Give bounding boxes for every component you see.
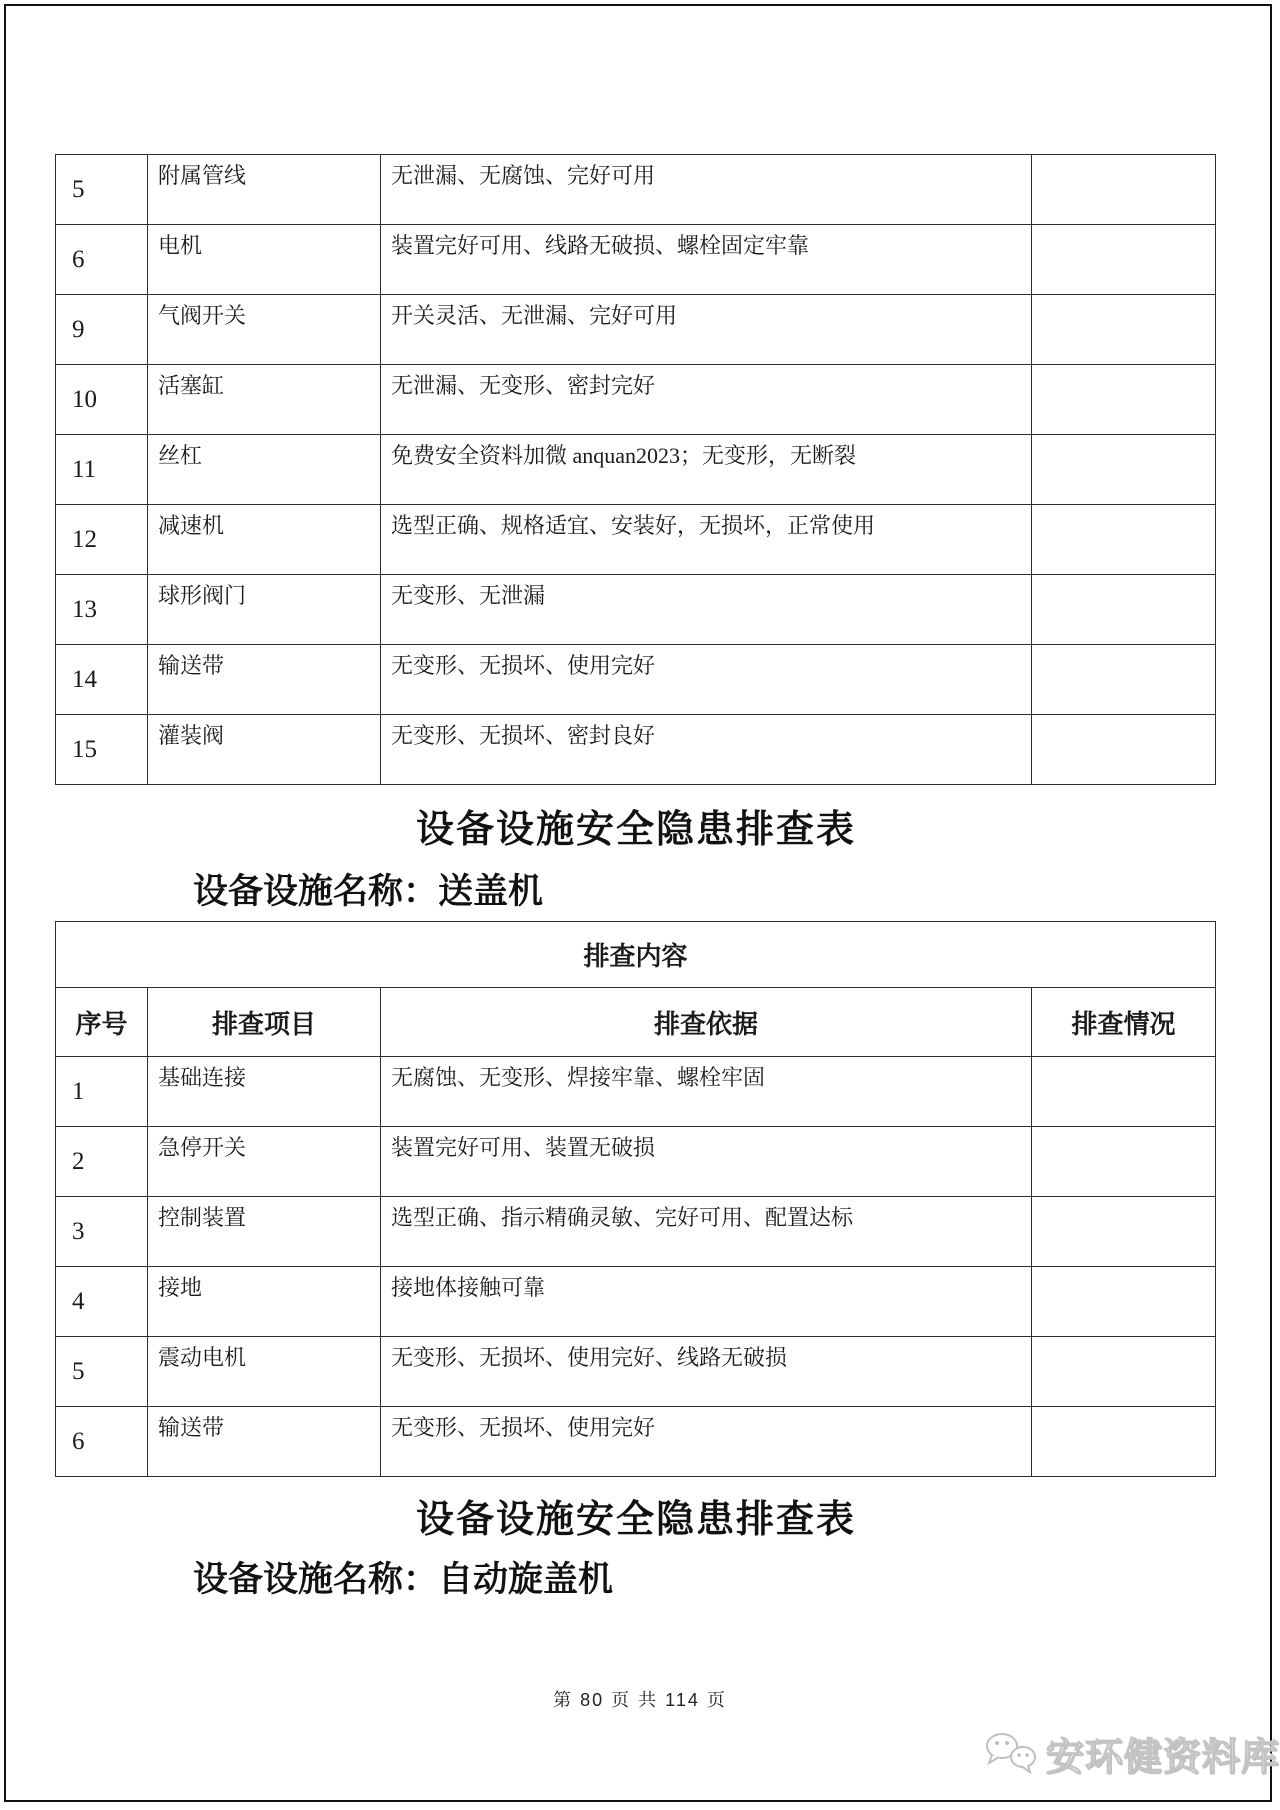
cell-basis: 无变形、无损坏、密封良好 bbox=[381, 715, 1032, 785]
cell-basis: 装置完好可用、线路无破损、螺栓固定牢靠 bbox=[381, 225, 1032, 295]
cell-no: 15 bbox=[56, 715, 148, 785]
cell-status bbox=[1032, 435, 1216, 505]
section-title: 设备设施安全隐患排查表 bbox=[415, 809, 856, 851]
cell-item: 活塞缸 bbox=[148, 365, 381, 435]
cell-basis: 无泄漏、无腐蚀、完好可用 bbox=[381, 155, 1032, 225]
equipment-name-line: 设备设施名称：自动旋盖机 bbox=[193, 1560, 614, 1599]
cell-basis: 无腐蚀、无变形、焊接牢靠、螺栓牢固 bbox=[381, 1057, 1032, 1127]
cell-status bbox=[1032, 1267, 1216, 1337]
header-no: 序号 bbox=[56, 988, 148, 1057]
cell-status bbox=[1032, 1057, 1216, 1127]
cell-no: 9 bbox=[56, 295, 148, 365]
watermark-text: 安环健资料库 bbox=[1046, 1737, 1280, 1779]
cell-no: 6 bbox=[56, 1407, 148, 1477]
page-number: 第 80 页 共 114 页 bbox=[553, 1690, 727, 1710]
cell-no: 5 bbox=[56, 155, 148, 225]
cell-item: 电机 bbox=[148, 225, 381, 295]
cell-basis: 无泄漏、无变形、密封完好 bbox=[381, 365, 1032, 435]
table-row bbox=[56, 1197, 1216, 1267]
table-body bbox=[56, 155, 1216, 785]
table-row bbox=[56, 505, 1216, 575]
equipment-name-line: 设备设施名称：送盖机 bbox=[193, 872, 544, 911]
cell-status bbox=[1032, 1127, 1216, 1197]
cell-status bbox=[1032, 715, 1216, 785]
table-row bbox=[56, 1127, 1216, 1197]
table-row bbox=[56, 715, 1216, 785]
table-row bbox=[56, 1407, 1216, 1477]
cell-no: 10 bbox=[56, 365, 148, 435]
cell-no: 13 bbox=[56, 575, 148, 645]
cell-basis: 无变形、无损坏、使用完好、线路无破损 bbox=[381, 1337, 1032, 1407]
section-title: 设备设施安全隐患排查表 bbox=[415, 1499, 856, 1541]
cell-item: 控制装置 bbox=[148, 1197, 381, 1267]
cell-no: 6 bbox=[56, 225, 148, 295]
table-body bbox=[56, 1057, 1216, 1477]
table-row bbox=[56, 365, 1216, 435]
cell-basis: 装置完好可用、装置无破损 bbox=[381, 1127, 1032, 1197]
inspection-table-continuation bbox=[55, 154, 1216, 785]
cell-no: 3 bbox=[56, 1197, 148, 1267]
cell-basis: 接地体接触可靠 bbox=[381, 1267, 1032, 1337]
header-basis: 排查依据 bbox=[381, 988, 1032, 1057]
chat-bubbles-icon bbox=[982, 1730, 1040, 1778]
cell-status bbox=[1032, 575, 1216, 645]
table-row bbox=[56, 1337, 1216, 1407]
table-row bbox=[56, 295, 1216, 365]
cell-status bbox=[1032, 155, 1216, 225]
banner-row bbox=[56, 922, 1216, 988]
table-row bbox=[56, 575, 1216, 645]
cell-basis: 开关灵活、无泄漏、完好可用 bbox=[381, 295, 1032, 365]
cell-no: 11 bbox=[56, 435, 148, 505]
banner-cell: 排查内容 bbox=[56, 922, 1216, 988]
cell-basis: 选型正确、指示精确灵敏、完好可用、配置达标 bbox=[381, 1197, 1032, 1267]
table-row bbox=[56, 1267, 1216, 1337]
cell-no: 5 bbox=[56, 1337, 148, 1407]
cell-basis: 无变形、无损坏、使用完好 bbox=[381, 645, 1032, 715]
cell-status bbox=[1032, 225, 1216, 295]
cell-status bbox=[1032, 645, 1216, 715]
cell-item: 减速机 bbox=[148, 505, 381, 575]
cell-basis: 免费安全资料加微 anquan2023；无变形，无断裂 bbox=[381, 435, 1032, 505]
cell-no: 4 bbox=[56, 1267, 148, 1337]
table-row bbox=[56, 435, 1216, 505]
cell-no: 2 bbox=[56, 1127, 148, 1197]
cell-status bbox=[1032, 505, 1216, 575]
cell-item: 震动电机 bbox=[148, 1337, 381, 1407]
cell-item: 输送带 bbox=[148, 1407, 381, 1477]
cell-item: 气阀开关 bbox=[148, 295, 381, 365]
cell-basis: 无变形、无损坏、使用完好 bbox=[381, 1407, 1032, 1477]
cell-item: 接地 bbox=[148, 1267, 381, 1337]
cell-item: 基础连接 bbox=[148, 1057, 381, 1127]
header-status: 排查情况 bbox=[1032, 988, 1216, 1057]
table-row bbox=[56, 1057, 1216, 1127]
cell-status bbox=[1032, 295, 1216, 365]
cell-item: 丝杠 bbox=[148, 435, 381, 505]
table-row bbox=[56, 645, 1216, 715]
header-item: 排查项目 bbox=[148, 988, 381, 1057]
cell-item: 球形阀门 bbox=[148, 575, 381, 645]
table-row bbox=[56, 225, 1216, 295]
inspection-table-songgaiji bbox=[55, 921, 1216, 1477]
cell-no: 1 bbox=[56, 1057, 148, 1127]
cell-status bbox=[1032, 1407, 1216, 1477]
table-head bbox=[56, 922, 1216, 1057]
cell-item: 急停开关 bbox=[148, 1127, 381, 1197]
cell-basis: 选型正确、规格适宜、安装好，无损坏，正常使用 bbox=[381, 505, 1032, 575]
cell-no: 14 bbox=[56, 645, 148, 715]
cell-status bbox=[1032, 365, 1216, 435]
cell-basis: 无变形、无泄漏 bbox=[381, 575, 1032, 645]
cell-item: 灌装阀 bbox=[148, 715, 381, 785]
cell-no: 12 bbox=[56, 505, 148, 575]
header-row bbox=[56, 988, 1216, 1057]
table-row bbox=[56, 155, 1216, 225]
cell-status bbox=[1032, 1337, 1216, 1407]
cell-item: 附属管线 bbox=[148, 155, 381, 225]
watermark bbox=[982, 1726, 1280, 1781]
cell-status bbox=[1032, 1197, 1216, 1267]
cell-item: 输送带 bbox=[148, 645, 381, 715]
